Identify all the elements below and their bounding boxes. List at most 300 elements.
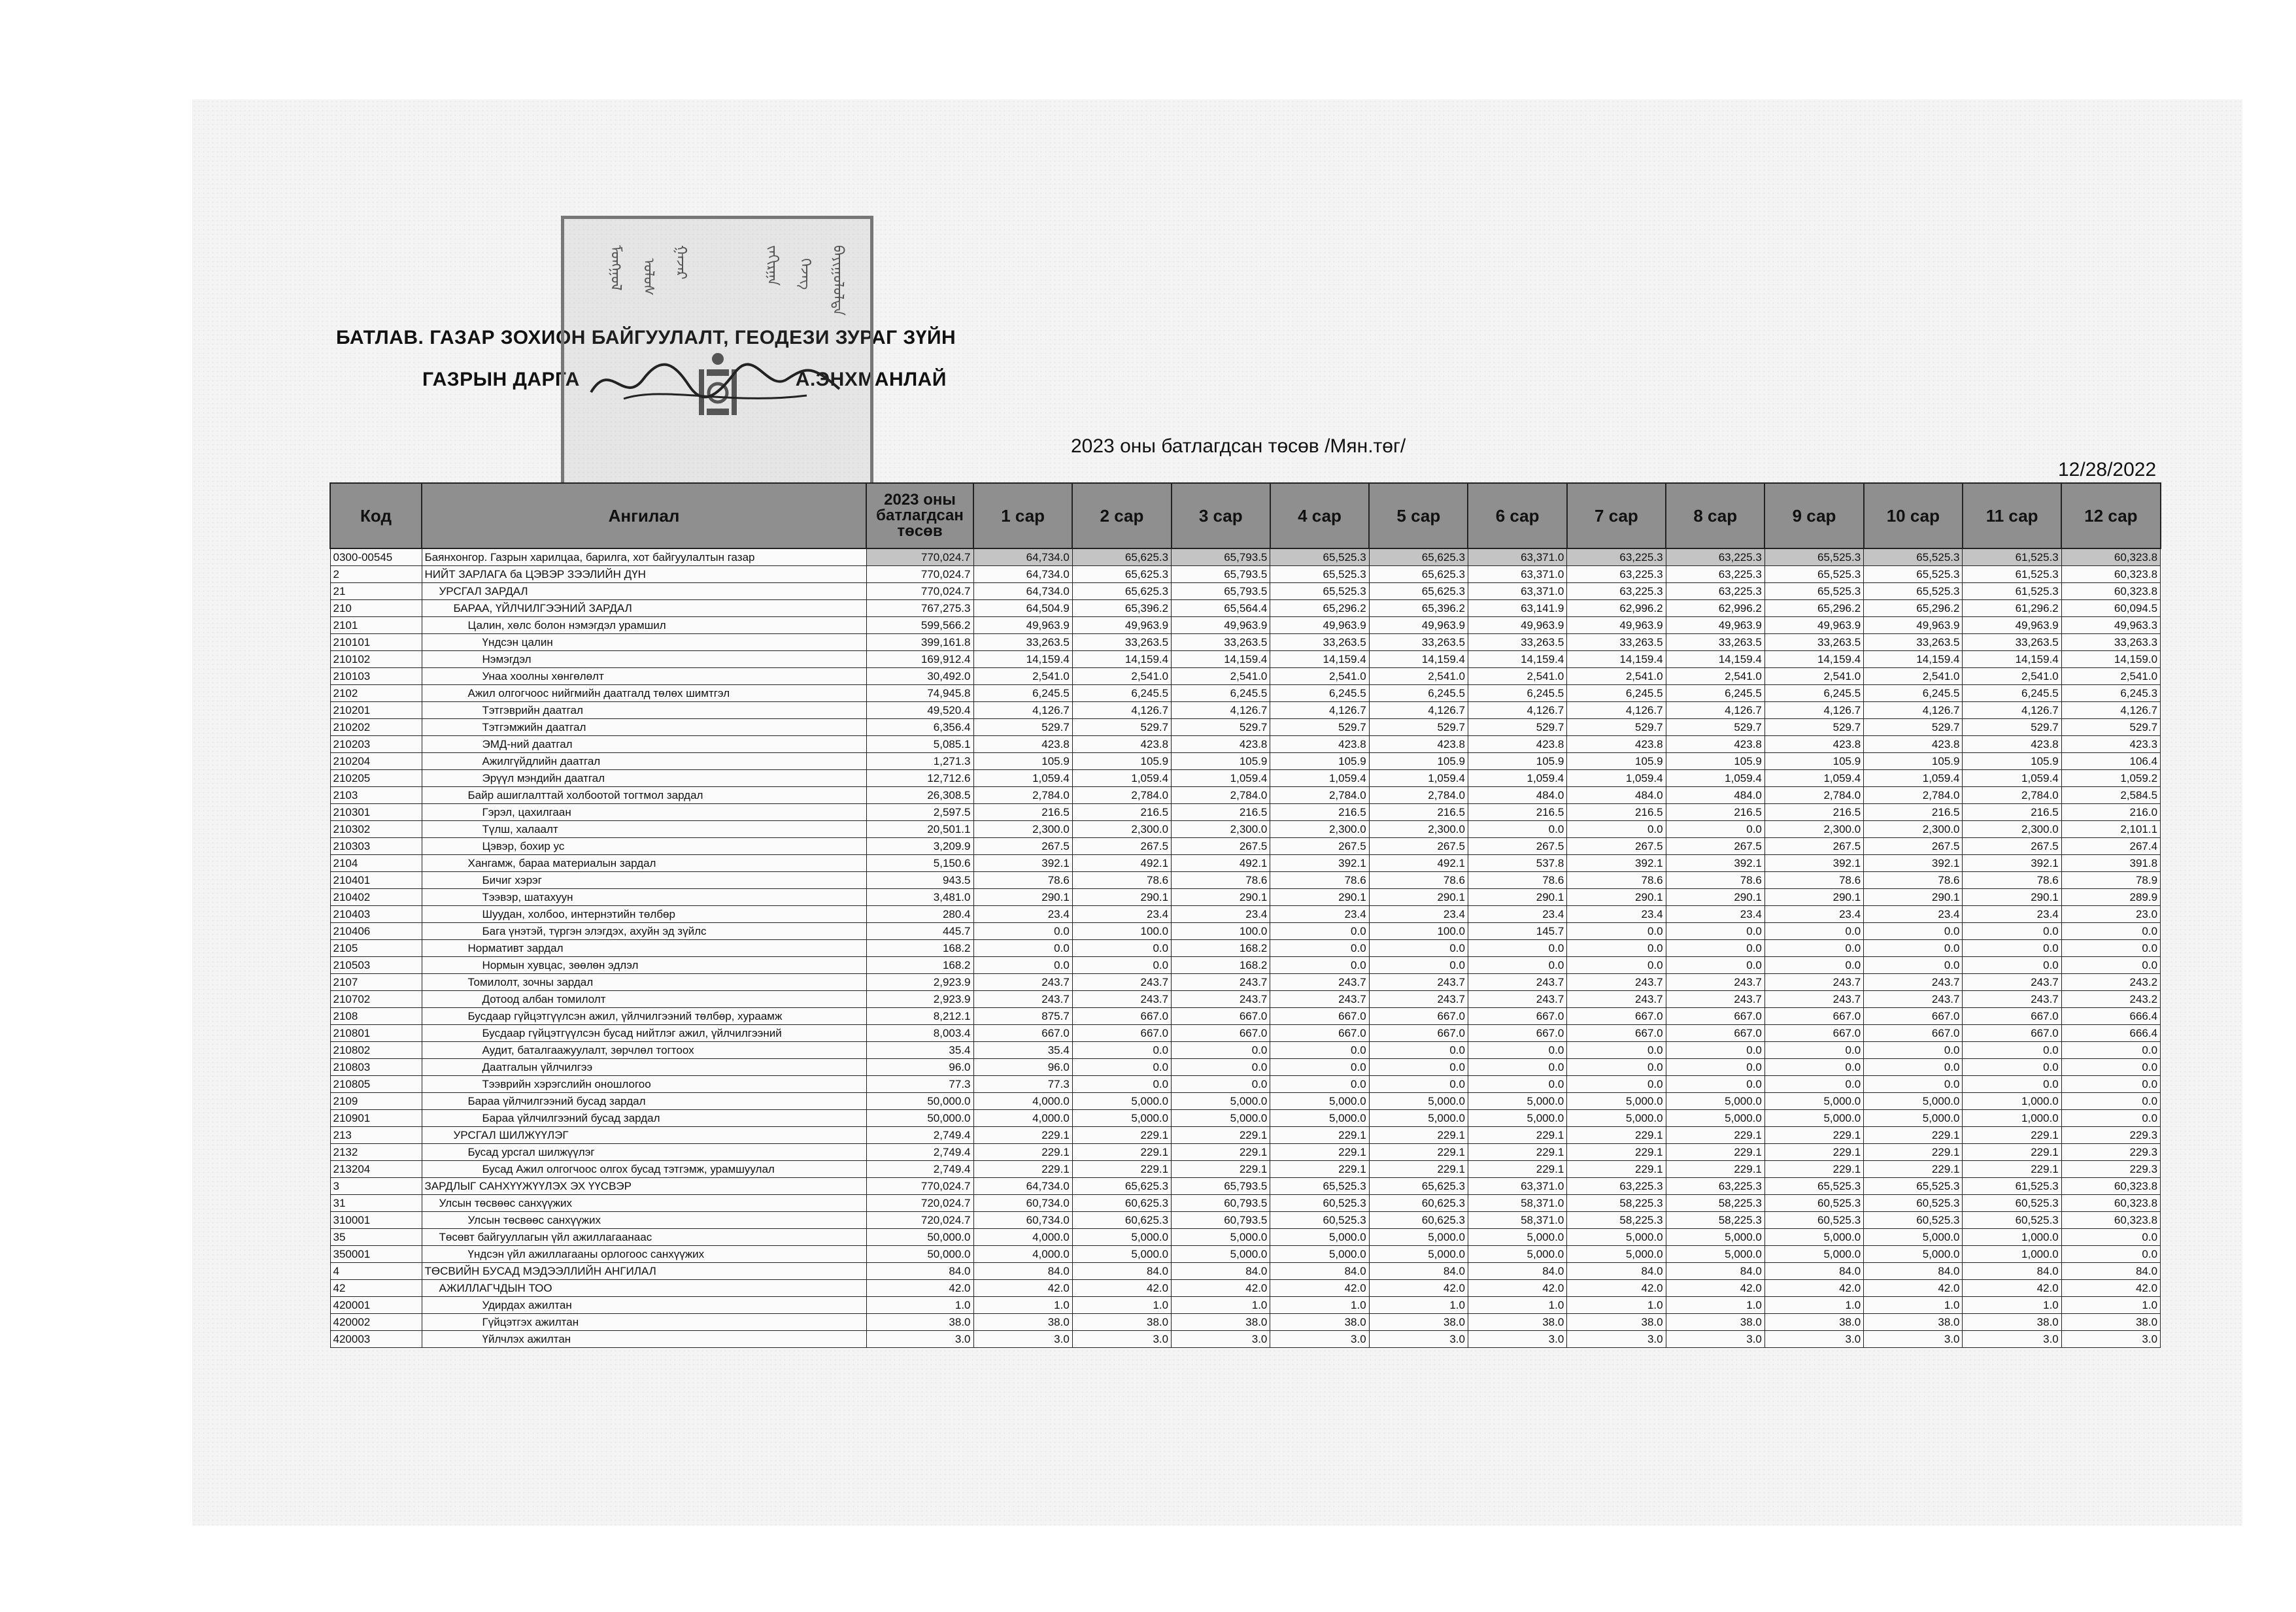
row-value: 2,784.0: [1072, 787, 1171, 804]
row-value: 229.3: [2061, 1144, 2160, 1161]
row-value: 229.1: [1764, 1127, 1863, 1144]
row-value: 0.0: [1963, 1042, 2061, 1059]
row-value: 23.4: [973, 906, 1072, 923]
column-header: 2 сар: [1072, 483, 1171, 548]
row-value: 229.1: [1567, 1127, 1666, 1144]
row-value: 267.5: [1072, 838, 1171, 855]
row-code: 210403: [330, 906, 422, 923]
row-value: 65,625.3: [1072, 548, 1171, 566]
row-value: 2,584.5: [2061, 787, 2160, 804]
row-value: 243.7: [1864, 991, 1963, 1008]
column-header: 1 сар: [973, 483, 1072, 548]
row-code: 210301: [330, 804, 422, 821]
row-value: 14,159.4: [1666, 651, 1764, 668]
row-value: 74,945.8: [866, 685, 973, 702]
row-value: 267.5: [1864, 838, 1963, 855]
row-value: 64,734.0: [973, 548, 1072, 566]
row-value: 667.0: [1172, 1008, 1270, 1025]
row-value: 35.4: [866, 1042, 973, 1059]
row-value: 770,024.7: [866, 566, 973, 583]
row-value: 5,000.0: [1072, 1246, 1171, 1263]
row-value: 50,000.0: [866, 1093, 973, 1110]
row-value: 267.5: [973, 838, 1072, 855]
row-value: 423.3: [2061, 736, 2160, 753]
row-value: 243.7: [1072, 974, 1171, 991]
column-header: 11 сар: [1963, 483, 2061, 548]
row-value: 65,525.3: [1864, 1178, 1963, 1195]
row-code: 35: [330, 1229, 422, 1246]
row-value: 229.1: [1072, 1127, 1171, 1144]
row-value: 77.3: [866, 1076, 973, 1093]
row-value: 6,245.5: [1666, 685, 1764, 702]
row-value: 0.0: [2061, 1076, 2160, 1093]
row-value: 423.8: [1864, 736, 1963, 753]
row-value: 4,000.0: [973, 1093, 1072, 1110]
table-row: [330, 634, 2161, 651]
row-value: 100.0: [1172, 923, 1270, 940]
row-value: 42.0: [1468, 1280, 1566, 1297]
row-value: 84.0: [1172, 1263, 1270, 1280]
row-label: Тэтгэмжийн даатгал: [422, 719, 866, 736]
row-value: 0.0: [1963, 957, 2061, 974]
table-row: [330, 1008, 2161, 1025]
row-value: 0.0: [1468, 957, 1566, 974]
row-value: 3.0: [1567, 1331, 1666, 1348]
row-value: 290.1: [1666, 889, 1764, 906]
row-value: 529.7: [1864, 719, 1963, 736]
row-value: 4,126.7: [2061, 702, 2160, 719]
row-value: 50,000.0: [866, 1229, 973, 1246]
row-value: 65,625.3: [1072, 1178, 1171, 1195]
row-value: 2,784.0: [1864, 787, 1963, 804]
row-value: 0.0: [973, 940, 1072, 957]
row-value: 33,263.5: [973, 634, 1072, 651]
table-row: [330, 889, 2161, 906]
row-value: 1.0: [866, 1297, 973, 1314]
row-value: 23.0: [2061, 906, 2160, 923]
row-code: 210: [330, 600, 422, 617]
row-value: 58,225.3: [1666, 1212, 1764, 1229]
row-value: 484.0: [1567, 787, 1666, 804]
row-value: 60,625.3: [1369, 1212, 1468, 1229]
row-label: Баянхонгор. Газрын харилцаа, барилга, хот байгуулалтын газар: [422, 548, 866, 566]
row-value: 14,159.4: [1369, 651, 1468, 668]
row-value: 42.0: [973, 1280, 1072, 1297]
row-value: 23.4: [1963, 906, 2061, 923]
row-value: 65,793.5: [1172, 1178, 1270, 1195]
row-value: 2,541.0: [973, 668, 1072, 685]
row-value: 243.7: [1072, 991, 1171, 1008]
row-value: 529.7: [1270, 719, 1369, 736]
row-value: 78.6: [1369, 872, 1468, 889]
row-label: Тээвэр, шатахуун: [422, 889, 866, 906]
row-value: 60,525.3: [1270, 1195, 1369, 1212]
row-value: 0.0: [1369, 1059, 1468, 1076]
row-value: 105.9: [1270, 753, 1369, 770]
row-value: 50,000.0: [866, 1110, 973, 1127]
row-value: 0.0: [1072, 1042, 1171, 1059]
row-value: 2,749.4: [866, 1161, 973, 1178]
row-code: 3: [330, 1178, 422, 1195]
row-value: 65,625.3: [1369, 566, 1468, 583]
row-value: 62,996.2: [1666, 600, 1764, 617]
row-value: 4,126.7: [1172, 702, 1270, 719]
row-value: 4,126.7: [1468, 702, 1566, 719]
row-value: 105.9: [1963, 753, 2061, 770]
row-value: 243.7: [1764, 974, 1863, 991]
row-code: 0300-00545: [330, 548, 422, 566]
row-value: 78.6: [1764, 872, 1863, 889]
row-value: 0.0: [1666, 1059, 1764, 1076]
row-value: 2,300.0: [1864, 821, 1963, 838]
row-value: 1,000.0: [1963, 1110, 2061, 1127]
row-value: 65,525.3: [1270, 1178, 1369, 1195]
row-value: 290.1: [1567, 889, 1666, 906]
row-value: 3.0: [1963, 1331, 2061, 1348]
row-label: Дотоод албан томилолт: [422, 991, 866, 1008]
row-value: 168.2: [866, 957, 973, 974]
row-value: 423.8: [1270, 736, 1369, 753]
row-value: 38.0: [1172, 1314, 1270, 1331]
row-value: 63,141.9: [1468, 600, 1566, 617]
row-value: 243.7: [973, 974, 1072, 991]
row-value: 5,000.0: [1666, 1110, 1764, 1127]
row-value: 60,323.8: [2061, 1195, 2160, 1212]
row-value: 229.1: [973, 1161, 1072, 1178]
row-value: 229.1: [973, 1127, 1072, 1144]
row-value: 58,225.3: [1666, 1195, 1764, 1212]
row-value: 60,323.8: [2061, 1212, 2160, 1229]
row-code: 2132: [330, 1144, 422, 1161]
row-value: 60,323.8: [2061, 1178, 2160, 1195]
row-label: Төсөвт байгууллагын үйл ажиллагаанаас: [422, 1229, 866, 1246]
row-value: 3.0: [1666, 1331, 1764, 1348]
row-value: 5,000.0: [1666, 1229, 1764, 1246]
row-value: 105.9: [1567, 753, 1666, 770]
row-value: 65,525.3: [1270, 583, 1369, 600]
row-value: 229.1: [1764, 1144, 1863, 1161]
row-value: 0.0: [1864, 1059, 1963, 1076]
row-value: 4,126.7: [1072, 702, 1171, 719]
row-value: 267.5: [1963, 838, 2061, 855]
row-value: 62,996.2: [1567, 600, 1666, 617]
row-value: 2,541.0: [1072, 668, 1171, 685]
row-value: 3.0: [1369, 1331, 1468, 1348]
row-value: 78.6: [1072, 872, 1171, 889]
row-value: 33,263.5: [1764, 634, 1863, 651]
row-value: 65,525.3: [1764, 566, 1863, 583]
row-code: 210202: [330, 719, 422, 736]
row-code: 210302: [330, 821, 422, 838]
row-code: 350001: [330, 1246, 422, 1263]
row-value: 5,000.0: [1270, 1246, 1369, 1263]
row-value: 243.7: [1963, 991, 2061, 1008]
row-value: 0.0: [1666, 1042, 1764, 1059]
row-label: Томилолт, зочны зардал: [422, 974, 866, 991]
row-value: 667.0: [1369, 1025, 1468, 1042]
row-value: 667.0: [1567, 1008, 1666, 1025]
table-row: [330, 770, 2161, 787]
row-value: 667.0: [1270, 1025, 1369, 1042]
row-value: 5,000.0: [1270, 1093, 1369, 1110]
row-value: 229.1: [1270, 1144, 1369, 1161]
row-value: 78.9: [2061, 872, 2160, 889]
row-value: 290.1: [973, 889, 1072, 906]
table-row: [330, 685, 2161, 702]
row-value: 100.0: [1072, 923, 1171, 940]
row-value: 0.0: [1270, 1042, 1369, 1059]
row-value: 42.0: [1666, 1280, 1764, 1297]
column-header: 2023 оны батлагдсан төсөв: [866, 483, 973, 548]
row-value: 60,734.0: [973, 1195, 1072, 1212]
row-code: 2104: [330, 855, 422, 872]
column-header: Ангилал: [422, 483, 866, 548]
row-value: 2,300.0: [1764, 821, 1863, 838]
row-code: 210303: [330, 838, 422, 855]
row-code: 420002: [330, 1314, 422, 1331]
row-value: 667.0: [1764, 1008, 1863, 1025]
row-label: НИЙТ ЗАРЛАГА ба ЦЭВЭР ЗЭЭЛИЙН ДҮН: [422, 566, 866, 583]
row-value: 105.9: [1666, 753, 1764, 770]
row-value: 5,000.0: [1567, 1246, 1666, 1263]
table-row: [330, 1042, 2161, 1059]
row-label: Бараа үйлчилгээний бусад зардал: [422, 1093, 866, 1110]
row-value: 65,525.3: [1270, 548, 1369, 566]
row-value: 229.1: [1369, 1144, 1468, 1161]
row-value: 667.0: [1072, 1025, 1171, 1042]
row-label: АЖИЛЛАГЧДЫН ТОО: [422, 1280, 866, 1297]
row-value: 243.7: [1963, 974, 2061, 991]
row-code: 210805: [330, 1076, 422, 1093]
row-value: 0.0: [1468, 821, 1566, 838]
row-value: 5,000.0: [1567, 1229, 1666, 1246]
table-row: [330, 923, 2161, 940]
row-value: 943.5: [866, 872, 973, 889]
row-value: 60,625.3: [1072, 1195, 1171, 1212]
row-value: 1.0: [1468, 1297, 1566, 1314]
row-value: 65,525.3: [1864, 548, 1963, 566]
row-code: 420001: [330, 1297, 422, 1314]
table-row: [330, 600, 2161, 617]
row-label: ЭМД-ний даатгал: [422, 736, 866, 753]
row-value: 84.0: [1468, 1263, 1566, 1280]
row-value: 2,784.0: [1963, 787, 2061, 804]
row-value: 65,793.5: [1172, 548, 1270, 566]
row-value: 0.0: [1764, 923, 1863, 940]
row-value: 243.7: [1864, 974, 1963, 991]
table-row: [330, 651, 2161, 668]
row-value: 537.8: [1468, 855, 1566, 872]
row-value: 2,541.0: [1666, 668, 1764, 685]
row-value: 5,000.0: [1864, 1093, 1963, 1110]
column-header: 9 сар: [1764, 483, 1863, 548]
row-value: 38.0: [1567, 1314, 1666, 1331]
row-code: 2: [330, 566, 422, 583]
row-value: 0.0: [1764, 957, 1863, 974]
row-value: 0.0: [1567, 940, 1666, 957]
row-value: 6,245.5: [1072, 685, 1171, 702]
row-value: 2,541.0: [1567, 668, 1666, 685]
row-value: 2,541.0: [1270, 668, 1369, 685]
row-code: 310001: [330, 1212, 422, 1229]
row-value: 2,784.0: [1270, 787, 1369, 804]
row-value: 2,541.0: [1172, 668, 1270, 685]
row-value: 6,245.5: [1172, 685, 1270, 702]
row-value: 6,245.5: [1864, 685, 1963, 702]
row-value: 2,300.0: [973, 821, 1072, 838]
row-value: 229.1: [1864, 1127, 1963, 1144]
row-value: 267.5: [1764, 838, 1863, 855]
row-value: 78.6: [1864, 872, 1963, 889]
table-row: [330, 1195, 2161, 1212]
row-value: 65,396.2: [1369, 600, 1468, 617]
row-value: 106.4: [2061, 753, 2160, 770]
table-row: [330, 940, 2161, 957]
row-value: 1.0: [973, 1297, 1072, 1314]
row-value: 23.4: [1666, 906, 1764, 923]
row-value: 0.0: [1172, 1076, 1270, 1093]
row-value: 267.5: [1172, 838, 1270, 855]
row-value: 667.0: [973, 1025, 1072, 1042]
row-value: 0.0: [1864, 1076, 1963, 1093]
row-value: 38.0: [1468, 1314, 1566, 1331]
row-value: 423.8: [1567, 736, 1666, 753]
row-value: 5,000.0: [1764, 1110, 1863, 1127]
row-value: 5,000.0: [1270, 1110, 1369, 1127]
row-value: 14,159.4: [1864, 651, 1963, 668]
row-value: 61,525.3: [1963, 548, 2061, 566]
table-row: [330, 1178, 2161, 1195]
row-value: 229.1: [1666, 1161, 1764, 1178]
row-value: 5,000.0: [1468, 1246, 1566, 1263]
row-value: 78.6: [1567, 872, 1666, 889]
row-value: 1.0: [1369, 1297, 1468, 1314]
row-value: 1.0: [1270, 1297, 1369, 1314]
row-value: 229.3: [2061, 1127, 2160, 1144]
row-value: 290.1: [1369, 889, 1468, 906]
row-label: ТӨСВИЙН БУСАД МЭДЭЭЛЛИЙН АНГИЛАЛ: [422, 1263, 866, 1280]
row-value: 243.7: [1172, 991, 1270, 1008]
row-value: 1,000.0: [1963, 1246, 2061, 1263]
row-value: 5,000.0: [1172, 1093, 1270, 1110]
row-value: 0.0: [2061, 940, 2160, 957]
row-label: ЗАРДЛЫГ САНХҮҮЖҮҮЛЭХ ЭХ ҮҮСВЭР: [422, 1178, 866, 1195]
row-value: 78.6: [1270, 872, 1369, 889]
row-value: 0.0: [1072, 1076, 1171, 1093]
row-value: 84.0: [1764, 1263, 1863, 1280]
table-row: [330, 1161, 2161, 1178]
row-value: 6,245.5: [1764, 685, 1863, 702]
row-value: 63,225.3: [1567, 566, 1666, 583]
row-value: 65,525.3: [1764, 1178, 1863, 1195]
row-value: 216.5: [973, 804, 1072, 821]
table-row: [330, 548, 2161, 566]
row-value: 84.0: [1072, 1263, 1171, 1280]
row-value: 4,126.7: [1369, 702, 1468, 719]
row-code: 210702: [330, 991, 422, 1008]
row-label: Бусад Ажил олгогчоос олгох бусад тэтгэмж, урамшуулал: [422, 1161, 866, 1178]
row-value: 5,000.0: [1666, 1246, 1764, 1263]
row-value: 392.1: [1764, 855, 1863, 872]
row-label: Шуудан, холбоо, интернэтийн төлбөр: [422, 906, 866, 923]
row-value: 1.0: [1072, 1297, 1171, 1314]
row-value: 63,225.3: [1567, 583, 1666, 600]
row-value: 60,525.3: [1764, 1212, 1863, 1229]
row-code: 21: [330, 583, 422, 600]
row-code: 42: [330, 1280, 422, 1297]
row-value: 96.0: [973, 1059, 1072, 1076]
row-value: 1,000.0: [1963, 1093, 2061, 1110]
table-row: [330, 1076, 2161, 1093]
row-value: 3.0: [1468, 1331, 1566, 1348]
table-row: [330, 583, 2161, 600]
row-value: 33,263.5: [1270, 634, 1369, 651]
table-row: [330, 1093, 2161, 1110]
row-value: 666.4: [2061, 1008, 2160, 1025]
row-label: Улсын төсвөөс санхүүжих: [422, 1195, 866, 1212]
row-code: 2109: [330, 1093, 422, 1110]
row-value: 33,263.5: [1567, 634, 1666, 651]
row-value: 0.0: [1369, 1042, 1468, 1059]
table-row: [330, 974, 2161, 991]
row-value: 0.0: [973, 957, 1072, 974]
row-value: 60,734.0: [973, 1212, 1072, 1229]
row-value: 5,000.0: [1072, 1229, 1171, 1246]
row-value: 0.0: [1468, 1042, 1566, 1059]
row-value: 529.7: [1468, 719, 1566, 736]
row-value: 529.7: [1764, 719, 1863, 736]
row-value: 14,159.4: [1172, 651, 1270, 668]
row-value: 2,541.0: [2061, 668, 2160, 685]
row-value: 216.5: [1963, 804, 2061, 821]
row-value: 4,126.7: [973, 702, 1072, 719]
row-value: 770,024.7: [866, 548, 973, 566]
column-header: 3 сар: [1172, 483, 1270, 548]
row-value: 105.9: [1072, 753, 1171, 770]
row-value: 84.0: [1567, 1263, 1666, 1280]
row-value: 243.7: [1369, 974, 1468, 991]
row-value: 216.5: [1172, 804, 1270, 821]
row-value: 3.0: [1764, 1331, 1863, 1348]
row-value: 14,159.4: [1567, 651, 1666, 668]
row-value: 5,085.1: [866, 736, 973, 753]
row-value: 290.1: [1963, 889, 2061, 906]
table-row: [330, 872, 2161, 889]
table-row: [330, 1025, 2161, 1042]
row-value: 84.0: [2061, 1263, 2160, 1280]
row-code: 210401: [330, 872, 422, 889]
row-value: 168.2: [866, 940, 973, 957]
row-value: 667.0: [1666, 1025, 1764, 1042]
row-value: 0.0: [1072, 1059, 1171, 1076]
row-value: 42.0: [1072, 1280, 1171, 1297]
table-row: [330, 1297, 2161, 1314]
row-value: 667.0: [1567, 1025, 1666, 1042]
table-row: [330, 804, 2161, 821]
row-value: 49,963.9: [1468, 617, 1566, 634]
row-value: 84.0: [866, 1263, 973, 1280]
row-value: 42.0: [2061, 1280, 2160, 1297]
row-value: 1,059.2: [2061, 770, 2160, 787]
row-value: 38.0: [1963, 1314, 2061, 1331]
row-value: 0.0: [1764, 940, 1863, 957]
row-label: Гэрэл, цахилгаан: [422, 804, 866, 821]
row-label: Тэтгэврийн даатгал: [422, 702, 866, 719]
row-value: 0.0: [2061, 957, 2160, 974]
row-value: 229.1: [1963, 1161, 2061, 1178]
table-row: [330, 1280, 2161, 1297]
row-value: 0.0: [2061, 1093, 2160, 1110]
